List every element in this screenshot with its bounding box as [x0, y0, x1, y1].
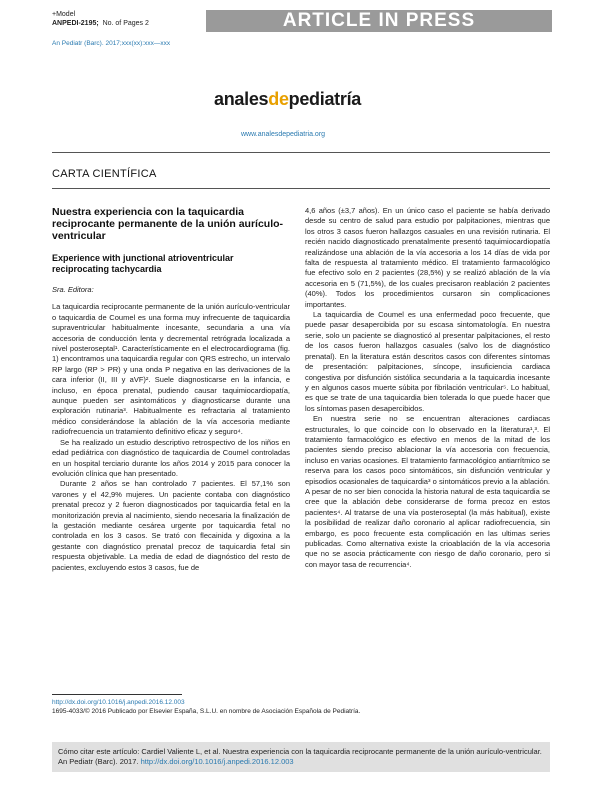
cite-doi-link[interactable]: http://dx.doi.org/10.1016/j.anpedi.2016.12.003: [140, 757, 294, 766]
article-code: ANPEDI-2195;: [52, 20, 99, 27]
article-in-press-banner: ARTICLE IN PRESS: [206, 10, 552, 32]
article-title-english: Experience with junctional atrioventricular reciprocating tachycardia: [52, 253, 234, 274]
cite-text: Cómo citar este artículo: Cardiel Valiente L, et al. Nuestra experiencia con la taquicardia reciprocante permanente de la unión aurículo-ventricular. An Pediatr (Barc). 2017.: [58, 747, 542, 766]
left-column: [52, 206, 290, 573]
body-paragraph: 4,6 años (±3,7 años). En un único caso el paciente se había derivado desde su centro de salud para estudio por palpitaciones, mientras que los otros 3 casos fueron hallazgos casuales en una revisión rutinaria. El recién nacido diagnosticado prenatalmente presentó taquimiocardiopatía realizándose una ablación de la vía accesoria a los 14 días de vida por falta de respuesta al tratamiento médico. El tratamiento farmacológico fue efectivo solo en 2 pacientes (28,5%) y se realizó ablación de la vía accesoria en 5 (71,5%), de los cuales precisaron reablación 2 pacientes (40%). Todos los procedimientos cursaron sin complicaciones importantes.: [305, 206, 550, 309]
body-paragraph: Durante 2 años se han controlado 7 pacientes. El 57,1% son varones y el 42,9% mujeres. Un paciente contaba con diagnóstico prenatal precoz y 2 fueron diagnosticados por taquicardia fetal en la monitorización previa al nacimiento, siendo necesaria la finalización de la gestación mediante cesárea urgente por taquicardia fetal no controlada en los 3 casos. Se trató con flecainida y digoxina a la gestante con diagnóstico prenatal precoz de taquicardia fetal sin respuesta objetivable. La media de edad de diagnóstico del resto de pacientes, excluyendo estos 3 casos, fue de: [52, 479, 290, 572]
doi-link[interactable]: http://dx.doi.org/10.1016/j.anpedi.2016.12.003: [52, 699, 185, 706]
body-paragraph: En nuestra serie no se encuentran alteraciones cardiacas estructurales, lo que coincide con lo observado en la literatura¹,³. El tratamiento farmacológico es efectivo en menos de la mitad de los pacientes siendo preciso ablacionar la vía accesoria con frecuencia, incluso en varias ocasiones. El tratamiento farmacológico antiarrítmico se reserva para los casos poco sintomáticos, sin disfunción ventricular y episodios ocasionales de taquicardia³ o sintomáticos previo a la ablación. A pesar de no ser bien conocida la historia natural de esta taquicardia se cree que la ablación debe considerarse de forma precoz en estos pacientes⁴. Al tratarse de una vía posteroseptal (la más habitual), existe la posibilidad de realizar daño coronario al aplicar radiofrecuencia, sin embargo, es poco frecuente esta complicación en las ultimas series publicadas. Como alternativa existe la crioablación de la vía accesoria que no se asocia prácticamente con riesgo de daño coronario, pero si con mayor tasa de recurrencia⁴.: [305, 414, 550, 569]
header-meta: [52, 10, 149, 28]
copyright-notice: 1695-4033/© 2016 Publicado por Elsevier España, S.L.U. en nombre de Asociación Española de Pediatría.: [52, 708, 361, 715]
body-paragraph: Se ha realizado un estudio descriptivo retrospectivo de los niños en edad pediátrica con diagnóstico de taquicardia de Coumel controladas en un hospital terciario durante los años 2014 y 2015 para conocer la evolución clínica que han presentado.: [52, 437, 290, 478]
how-to-cite-box: [52, 742, 550, 772]
journal-citation[interactable]: An Pediatr (Barc). 2017;xxx(xx):xxx—xxx: [52, 40, 171, 47]
journal-website-link[interactable]: www.analesdepediatria.org: [241, 131, 326, 138]
model-label: +Model: [52, 11, 76, 18]
page-count: No. of Pages 2: [102, 20, 149, 27]
section-heading: CARTA CIENTÍFICA: [52, 168, 157, 180]
body-paragraph: La taquicardia de Coumel es una enfermedad poco frecuente, que puede pasar desapercibida por su escasa sintomatología. En nuestra serie, solo un paciente se diagnosticó al presentar palpitaciones, el resto de los casos fueron hallazgos casuales (salvo los de diagnóstico prenatal). En la literatura están descritos casos con diferentes síntomas de presentación: palpitaciones, síncope, insuficiencia cardiaca congestiva por disfunción sistólica secundaria a la taquicardia incesante y en algunos casos muerte súbita por fibrilación ventricular⁵. Lo habitual, es que se trate de una taquicardia bien tolerada lo que puede hacer que los síntomas pasen desapercibidos.: [305, 310, 550, 413]
footnote-divider: [52, 694, 182, 695]
body-paragraph: La taquicardia reciprocante permanente de la unión aurículo-ventricular o taquicardia de Coumel es una forma muy infrecuente de taquicardia supraventricular habitualmente incesante, secundaria a una vía accesoria de conducción lenta y decremental retrógrada localizada a nivel posteroseptal¹. Característicamente en el electrocardiograma (fig. 1) encontramos una taquicardia regular con QRS estrecho, un intervalo RP largo (RP > PR) y una onda P negativa en las derivaciones de la cara inferior (II, III y aVF)². Suele diagnosticarse en la infancia, e incluso, en época prenatal, pudiendo causar taquimiocardiopatía, aunque pueden ser asintomáticos y diagnosticarse durante una exploración rutinaria³. Habitualmente es refractaria al tratamiento médico considerándose la ablación de la vía accesoria mediante radiofrecuencia un tratamiento definitivo eficaz y seguro⁴.: [52, 302, 290, 437]
article-title-spanish: Nuestra experiencia con la taquicardia reciprocante permanente de la unión aurículo-ventricular: [52, 206, 284, 242]
journal-logo: analesdepediatría: [214, 89, 361, 109]
footer: [52, 698, 360, 716]
right-column: [305, 206, 550, 570]
header-divider: [52, 152, 550, 153]
section-divider: [52, 188, 550, 189]
salutation: Sra. Editora:: [52, 285, 94, 294]
